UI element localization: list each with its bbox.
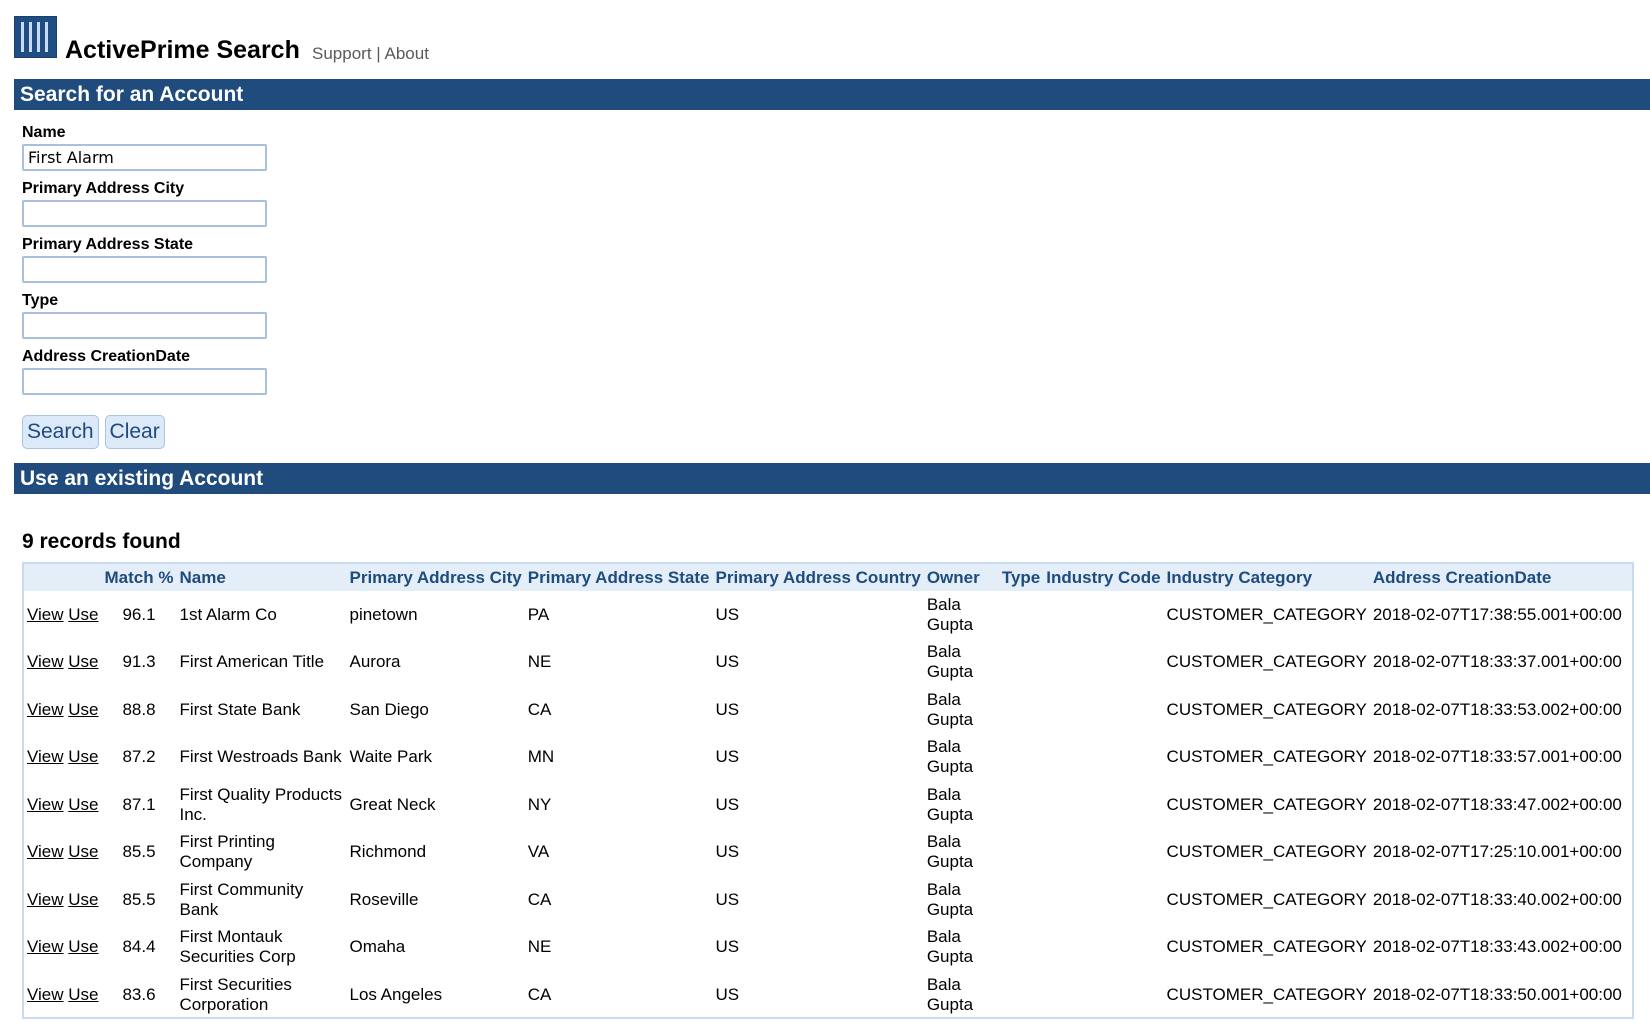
cell-state: NE (527, 937, 552, 957)
table-header-row (24, 564, 1632, 591)
cell-name: First Securities Corporation (179, 974, 292, 1014)
cell-city: Roseville (349, 889, 419, 909)
cell-type (999, 829, 1043, 877)
cell-actions (24, 639, 102, 687)
type-label: Type (22, 292, 59, 309)
cell-creation-date: 2018-02-07T18:33:47.002+00:00 (1372, 794, 1622, 814)
view-link[interactable]: View (27, 984, 64, 1004)
cell-city: Waite Park (349, 747, 432, 767)
cell-owner: Bala Gupta (926, 927, 974, 967)
cell-industry-code (1043, 924, 1163, 972)
cell-industry-category: CUSTOMER_CATEGORY (1166, 747, 1367, 767)
cell-owner: Bala Gupta (926, 784, 974, 824)
cell-actions (24, 829, 102, 877)
cell-state: CA (527, 699, 552, 719)
cell-owner: Bala Gupta (926, 594, 974, 634)
header-links (312, 44, 429, 64)
search-button[interactable]: Search (22, 415, 99, 449)
cell-name: First State Bank (179, 699, 301, 719)
view-link[interactable]: View (27, 604, 64, 624)
cell-industry-category: CUSTOMER_CATEGORY (1166, 984, 1367, 1004)
cell-type (999, 971, 1043, 1019)
cell-country: US (715, 842, 740, 862)
cell-match: 84.4 (122, 937, 156, 957)
cell-country: US (715, 652, 740, 672)
cell-actions (24, 971, 102, 1019)
cell-name: First Quality Products Inc. (179, 784, 342, 824)
cell-city: pinetown (349, 604, 418, 624)
cell-country: US (715, 604, 740, 624)
cell-country: US (715, 699, 740, 719)
cell-match: 87.2 (122, 747, 156, 767)
results-section-title: Use an existing Account (14, 463, 1650, 494)
cell-type (999, 734, 1043, 782)
cell-name: 1st Alarm Co (179, 604, 277, 624)
cell-creation-date: 2018-02-07T18:33:40.002+00:00 (1372, 889, 1622, 909)
cell-industry-code (1043, 781, 1163, 829)
form-buttons (22, 415, 171, 449)
col-actions (24, 564, 102, 591)
cell-actions (24, 591, 102, 639)
cell-name: First American Title (179, 652, 325, 672)
table-row (24, 591, 1632, 639)
cell-industry-code (1043, 639, 1163, 687)
use-link[interactable]: Use (68, 984, 99, 1004)
table-row (24, 971, 1632, 1019)
name-label: Name (22, 124, 66, 141)
cell-city: Los Angeles (349, 984, 443, 1004)
col-match: Match % (102, 564, 177, 591)
link-separator: | (376, 44, 381, 63)
cell-owner: Bala Gupta (926, 832, 974, 872)
cell-country: US (715, 937, 740, 957)
cell-industry-category: CUSTOMER_CATEGORY (1166, 652, 1367, 672)
cell-name: First Westroads Bank (179, 747, 342, 767)
cell-actions (24, 924, 102, 972)
col-state: Primary Address State (525, 564, 713, 591)
search-section-title: Search for an Account (14, 79, 1650, 110)
view-link[interactable]: View (27, 747, 64, 767)
use-link[interactable]: Use (68, 747, 99, 767)
state-label: Primary Address State (22, 236, 194, 253)
cell-industry-code (1043, 591, 1163, 639)
cell-industry-category: CUSTOMER_CATEGORY (1166, 699, 1367, 719)
table-row (24, 734, 1632, 782)
cell-industry-category: CUSTOMER_CATEGORY (1166, 842, 1367, 862)
table-row (24, 781, 1632, 829)
cell-industry-category: CUSTOMER_CATEGORY (1166, 794, 1367, 814)
cell-industry-category: CUSTOMER_CATEGORY (1166, 889, 1367, 909)
cell-state: VA (527, 842, 550, 862)
use-link[interactable]: Use (68, 842, 99, 862)
use-link[interactable]: Use (68, 699, 99, 719)
search-form (22, 124, 267, 404)
cell-state: CA (527, 984, 552, 1004)
cell-actions (24, 876, 102, 924)
about-link[interactable]: About (384, 44, 429, 63)
cell-match: 96.1 (122, 604, 156, 624)
view-link[interactable]: View (27, 794, 64, 814)
records-count: 9 records found (22, 530, 181, 553)
cell-match: 83.6 (122, 984, 156, 1004)
cell-owner: Bala Gupta (926, 737, 974, 777)
cell-state: PA (527, 604, 550, 624)
col-city: Primary Address City (346, 564, 524, 591)
cell-owner: Bala Gupta (926, 689, 974, 729)
use-link[interactable]: Use (68, 652, 99, 672)
cell-match: 85.5 (122, 842, 156, 862)
activeprime-logo-icon (14, 16, 57, 58)
table-row (24, 924, 1632, 972)
use-link[interactable]: Use (68, 794, 99, 814)
cell-city: Great Neck (349, 794, 436, 814)
table-row (24, 829, 1632, 877)
results-table (22, 562, 1634, 1019)
col-owner: Owner (924, 564, 999, 591)
col-name: Name (176, 564, 346, 591)
cell-owner: Bala Gupta (926, 974, 974, 1014)
table-row (24, 686, 1632, 734)
cell-type (999, 591, 1043, 639)
cell-creation-date: 2018-02-07T17:25:10.001+00:00 (1372, 842, 1622, 862)
col-industry-code: Industry Code (1043, 564, 1163, 591)
creation-date-label: Address CreationDate (22, 348, 191, 365)
cell-industry-category: CUSTOMER_CATEGORY (1166, 937, 1367, 957)
cell-match: 91.3 (122, 652, 156, 672)
cell-creation-date: 2018-02-07T18:33:43.002+00:00 (1372, 937, 1622, 957)
view-link[interactable]: View (27, 652, 64, 672)
app-title: ActivePrime Search (65, 36, 300, 64)
cell-actions (24, 781, 102, 829)
use-link[interactable]: Use (68, 889, 99, 909)
table-row (24, 876, 1632, 924)
cell-city: Omaha (349, 937, 406, 957)
use-link[interactable]: Use (68, 604, 99, 624)
cell-country: US (715, 794, 740, 814)
cell-name: First Community Bank (179, 879, 304, 919)
state-input[interactable] (22, 256, 267, 283)
cell-type (999, 876, 1043, 924)
view-link[interactable]: View (27, 889, 64, 909)
cell-creation-date: 2018-02-07T18:33:50.001+00:00 (1372, 984, 1622, 1004)
cell-industry-code (1043, 829, 1163, 877)
col-industry-category: Industry Category (1164, 564, 1370, 591)
cell-creation-date: 2018-02-07T18:33:57.001+00:00 (1372, 747, 1622, 767)
city-label: Primary Address City (22, 180, 185, 197)
cell-creation-date: 2018-02-07T18:33:37.001+00:00 (1372, 652, 1622, 672)
cell-industry-code (1043, 876, 1163, 924)
table-row (24, 639, 1632, 687)
cell-state: MN (527, 747, 555, 767)
cell-match: 85.5 (122, 889, 156, 909)
cell-country: US (715, 984, 740, 1004)
col-type: Type (999, 564, 1043, 591)
cell-name: First Montauk Securities Corp (179, 927, 296, 967)
clear-button[interactable]: Clear (105, 415, 165, 449)
cell-owner: Bala Gupta (926, 879, 974, 919)
cell-city: San Diego (349, 699, 429, 719)
cell-type (999, 639, 1043, 687)
cell-actions (24, 734, 102, 782)
cell-country: US (715, 889, 740, 909)
cell-state: CA (527, 889, 552, 909)
use-link[interactable]: Use (68, 937, 99, 957)
cell-match: 88.8 (122, 699, 156, 719)
col-country: Primary Address Country (713, 564, 924, 591)
cell-industry-category: CUSTOMER_CATEGORY (1166, 604, 1367, 624)
cell-name: First Printing Company (179, 832, 275, 872)
type-input[interactable] (22, 312, 267, 339)
col-creation-date: Address CreationDate (1370, 564, 1632, 591)
cell-owner: Bala Gupta (926, 642, 974, 682)
view-link[interactable]: View (27, 699, 64, 719)
cell-industry-code (1043, 686, 1163, 734)
cell-industry-code (1043, 971, 1163, 1019)
support-link[interactable]: Support (312, 44, 372, 63)
cell-industry-code (1043, 734, 1163, 782)
cell-city: Aurora (349, 652, 401, 672)
cell-country: US (715, 747, 740, 767)
name-input[interactable] (22, 144, 267, 171)
view-link[interactable]: View (27, 937, 64, 957)
cell-type (999, 924, 1043, 972)
cell-type (999, 781, 1043, 829)
cell-creation-date: 2018-02-07T17:38:55.001+00:00 (1372, 604, 1622, 624)
cell-actions (24, 686, 102, 734)
cell-state: NY (527, 794, 552, 814)
creation-date-input[interactable] (22, 368, 267, 395)
city-input[interactable] (22, 200, 267, 227)
cell-type (999, 686, 1043, 734)
cell-state: NE (527, 652, 552, 672)
cell-match: 87.1 (122, 794, 156, 814)
cell-city: Richmond (349, 842, 427, 862)
cell-creation-date: 2018-02-07T18:33:53.002+00:00 (1372, 699, 1622, 719)
view-link[interactable]: View (27, 842, 64, 862)
